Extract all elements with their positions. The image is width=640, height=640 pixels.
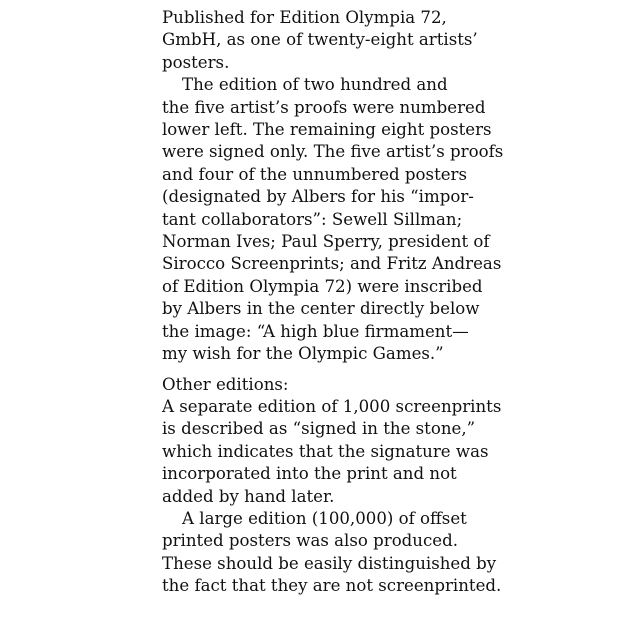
- text-line: printed posters was also produced.: [162, 531, 459, 551]
- section-heading: Other editions:: [162, 374, 289, 394]
- text-line: Norman Ives; Paul Sperry, president of: [162, 232, 490, 252]
- section-other-editions: [162, 374, 632, 508]
- text-line: and four of the unnumbered posters: [162, 164, 467, 184]
- text-line: by Albers in the center directly below: [162, 299, 480, 319]
- text-line: A separate edition of 1,000 screenprints: [162, 396, 502, 416]
- text-line: is described as “signed in the stone,”: [162, 419, 476, 439]
- text-line: posters.: [162, 52, 230, 72]
- text-line: GmbH, as one of twenty-eight artists’: [162, 30, 478, 50]
- text-line: lower left. The remaining eight posters: [162, 120, 492, 140]
- text-line: were signed only. The five artist’s proofs: [162, 142, 504, 162]
- text-line: the five artist’s proofs were numbered: [162, 97, 486, 117]
- text-line: (designated by Albers for his “impor-: [162, 187, 474, 207]
- paragraph-publication: [162, 7, 632, 74]
- paragraph-offset-edition: [162, 508, 632, 598]
- text-line: A large edition (100,000) of offset: [182, 508, 467, 528]
- paragraph-edition: [162, 74, 632, 365]
- text-line: incorporated into the print and not: [162, 464, 457, 484]
- text-line: The edition of two hundred and: [182, 75, 448, 95]
- text-line: Sirocco Screenprints; and Fritz Andreas: [162, 254, 502, 274]
- text-line: the fact that they are not screenprinted.: [162, 576, 502, 596]
- text-line: Published for Edition Olympia 72,: [162, 8, 447, 27]
- text-line: the image: “A high blue firmament—: [162, 321, 469, 341]
- text-column: [162, 7, 632, 598]
- text-line: These should be easily distinguished by: [162, 553, 497, 573]
- text-line: tant collaborators”: Sewell Sillman;: [162, 209, 463, 229]
- text-line: my wish for the Olympic Games.”: [162, 344, 444, 364]
- text-line: of Edition Olympia 72) were inscribed: [162, 276, 483, 296]
- text-line: added by hand later.: [162, 486, 335, 506]
- text-line: which indicates that the signature was: [162, 441, 489, 461]
